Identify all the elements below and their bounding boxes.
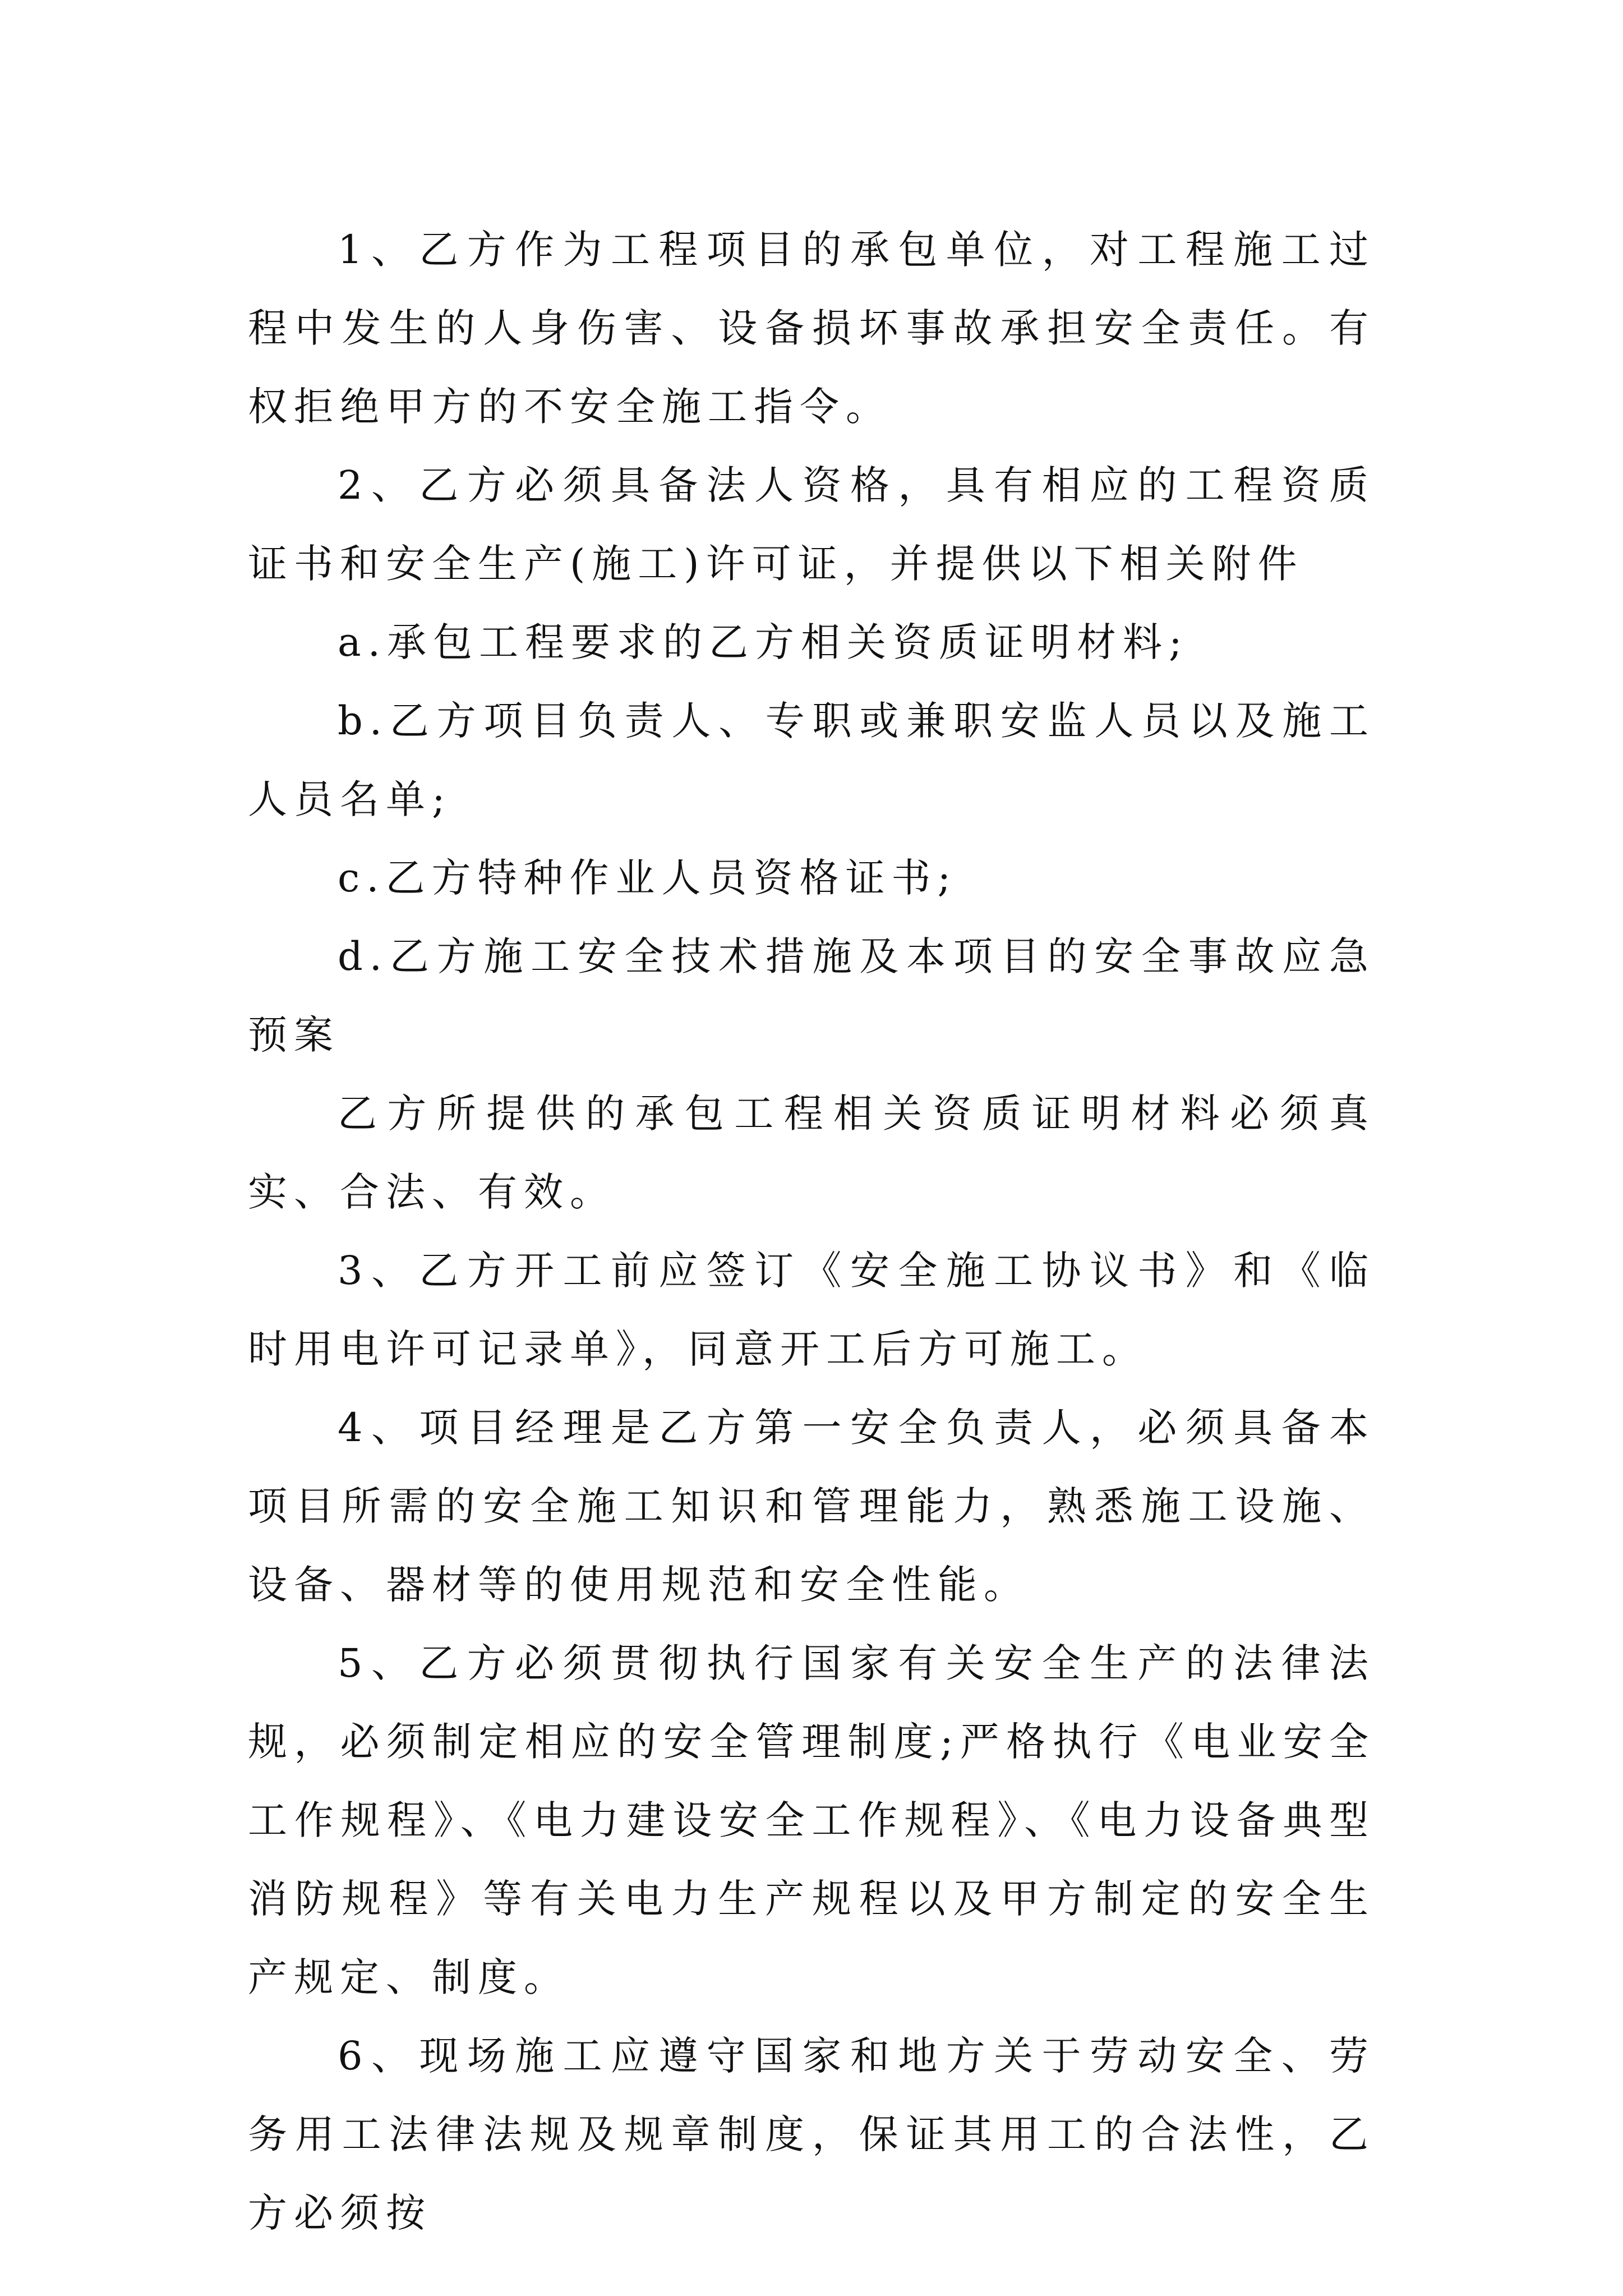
paragraph-materials: 乙方所提供的承包工程相关资质证明材料必须真实、合法、有效。 bbox=[248, 1091, 1375, 1215]
paragraph-5: 5、乙方必须贯彻执行国家有关安全生产的法律法规，必须制定相应的安全管理制度;严格执行《电业安全工作规程》、《电力建设安全工作规程》、《电力设备典型消防规程》等有关电力生产规程以及甲方制定的安全生产规定、制度。 bbox=[248, 1640, 1375, 2000]
paragraph-4: 4、项目经理是乙方第一安全负责人，必须具备本项目所需的安全施工知识和管理能力，熟悉施工设施、设备、器材等的使用规范和安全性能。 bbox=[248, 1405, 1375, 1608]
paragraph-2: 2、乙方必须具备法人资格，具有相应的工程资质证书和安全生产(施工)许可证，并提供以下相关附件 bbox=[248, 462, 1375, 587]
paragraph-3: 3、乙方开工前应签订《安全施工协议书》和《临时用电许可记录单》，同意开工后方可施工。 bbox=[248, 1248, 1375, 1372]
list-item-a: a.承包工程要求的乙方相关资质证明材料; bbox=[338, 619, 1189, 665]
list-item-d: d.乙方施工安全技术措施及本项目的安全事故应急预案 bbox=[248, 933, 1375, 1058]
list-item-c: c.乙方特种作业人员资格证书; bbox=[338, 855, 958, 901]
paragraph-6: 6、现场施工应遵守国家和地方关于劳动安全、劳务用工法律法规及规章制度，保证其用工的合法性，乙方必须按 bbox=[248, 2033, 1375, 2236]
list-item-b: b.乙方项目负责人、专职或兼职安监人员以及施工人员名单; bbox=[248, 698, 1375, 822]
document-body bbox=[248, 210, 1375, 2252]
paragraph-1: 1、乙方作为工程项目的承包单位，对工程施工过程中发生的人身伤害、设备损坏事故承担安全责任。有权拒绝甲方的不安全施工指令。 bbox=[248, 227, 1375, 430]
